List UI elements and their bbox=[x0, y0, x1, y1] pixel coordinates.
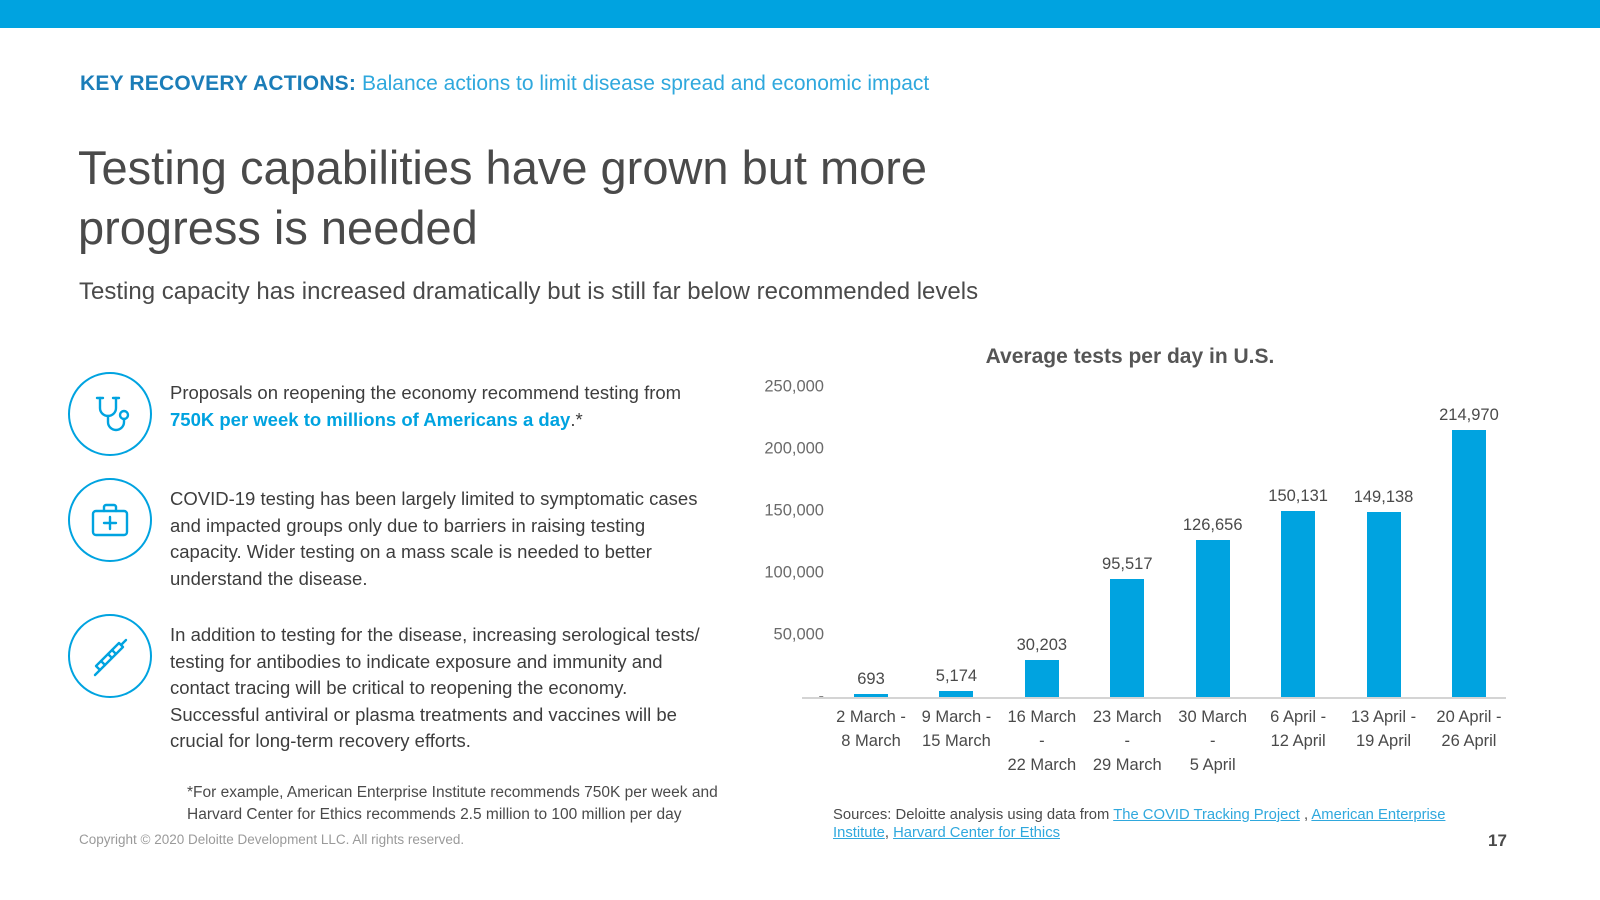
bullet-text-before: COVID-19 testing has been largely limited to symptomatic cases and impacted groups only due to barriers in raising testing capacity. Wider testing on a mass scale is needed to better understand the disease. bbox=[170, 488, 698, 589]
bar-value-label: 5,174 bbox=[935, 666, 978, 685]
bar bbox=[1025, 660, 1059, 697]
y-axis-tick: 250,000 bbox=[764, 377, 824, 396]
eyebrow-bold: KEY RECOVERY ACTIONS: bbox=[80, 72, 357, 95]
bar-value-label: 693 bbox=[857, 670, 885, 688]
x-axis-tick-label: 16 March - 22 March bbox=[1007, 708, 1077, 774]
x-axis-tick-label: 9 March - 15 March bbox=[921, 708, 992, 750]
stethoscope-icon bbox=[68, 372, 152, 456]
list-item bbox=[68, 478, 768, 592]
y-axis bbox=[750, 377, 830, 697]
bar-column bbox=[1261, 387, 1335, 697]
page-number: 17 bbox=[1488, 831, 1507, 850]
page-title: Testing capabilities have grown but more progress is needed bbox=[78, 141, 928, 254]
eyebrow-light: Balance actions to limit disease spread and economic impact bbox=[361, 72, 930, 95]
bar-value-label: 214,970 bbox=[1439, 406, 1499, 425]
bar-column bbox=[834, 387, 908, 697]
source-link-harvard-center-for-ethics[interactable]: Harvard Center for Ethics bbox=[893, 825, 1060, 841]
bar bbox=[1110, 579, 1144, 697]
chart-title: Average tests per day in U.S. bbox=[985, 345, 1275, 368]
bar bbox=[1367, 512, 1401, 697]
x-axis-tick-label: 23 March - 29 March bbox=[1092, 708, 1162, 774]
top-accent-bar bbox=[0, 0, 1600, 28]
list-item bbox=[68, 614, 768, 755]
bar-column bbox=[1090, 387, 1164, 697]
page-subtitle: Testing capacity has increased dramatically but is still far below recommended levels bbox=[79, 278, 979, 305]
bullet-highlight: 750K per week to millions of Americans a day bbox=[170, 408, 571, 430]
bullet-text bbox=[170, 372, 715, 433]
x-axis-line bbox=[802, 697, 1506, 699]
source-link-american-enterprise-institute[interactable]: American Enterprise Institute bbox=[833, 807, 1446, 841]
bullet-text-before: In addition to testing for the disease, increasing serological tests/ testing for antibodies to indicate exposure and immunity and contact tracing will be critical to reopening the economy. Successful antiviral or plasma treatments and vaccines will be crucial for long-term recovery efforts. bbox=[170, 624, 700, 751]
bar bbox=[1196, 540, 1230, 697]
bar-column bbox=[1005, 387, 1079, 697]
bar-series bbox=[834, 387, 1506, 697]
list-item bbox=[68, 372, 768, 456]
bar-value-label: 150,131 bbox=[1268, 486, 1328, 505]
sources-sep-1: , bbox=[1299, 807, 1312, 823]
bar bbox=[939, 691, 973, 697]
medical-kit-icon bbox=[68, 478, 152, 562]
chart bbox=[750, 345, 1550, 785]
x-axis-tick-label: 2 March - 8 March bbox=[836, 708, 906, 750]
bar-value-label: 149,138 bbox=[1353, 488, 1414, 507]
y-axis-tick: 150,000 bbox=[764, 501, 824, 520]
source-link-covid-tracking-project[interactable]: The COVID Tracking Project bbox=[1113, 807, 1300, 823]
bar-value-label: 126,656 bbox=[1182, 515, 1243, 534]
y-axis-tick: 200,000 bbox=[764, 439, 824, 458]
bar-value-label: 30,203 bbox=[1016, 635, 1068, 654]
bullet-text bbox=[170, 478, 715, 592]
x-axis-tick-label: 13 April - 19 April bbox=[1350, 708, 1417, 750]
x-axis-tick-label: 6 April - 12 April bbox=[1270, 708, 1327, 750]
sources bbox=[833, 806, 1473, 842]
bar-column bbox=[1432, 387, 1506, 697]
bar-value-label: 95,517 bbox=[1102, 554, 1153, 573]
bullet-text bbox=[170, 614, 715, 755]
bar-column bbox=[919, 387, 993, 697]
bar bbox=[1281, 511, 1315, 697]
eyebrow bbox=[80, 70, 929, 98]
copyright: Copyright © 2020 Deloitte Development LLC. All rights reserved. bbox=[79, 832, 465, 847]
sources-sep-2: , bbox=[884, 825, 894, 841]
bar-column bbox=[1176, 387, 1250, 697]
syringe-icon bbox=[68, 614, 152, 698]
bullet-text-after: .* bbox=[570, 408, 583, 430]
y-axis-tick: 50,000 bbox=[773, 625, 824, 644]
x-axis-tick-label: 30 March - 5 April bbox=[1178, 708, 1248, 774]
footnote: *For example, American Enterprise Institute recommends 750K per week and Harvard Center for Ethics recommends 2.5 million to 100 million per day bbox=[187, 784, 718, 823]
y-axis-tick: 100,000 bbox=[764, 563, 824, 582]
bullet-list bbox=[68, 372, 768, 777]
bullet-text-before: Proposals on reopening the economy recommend testing from bbox=[170, 382, 682, 403]
bar bbox=[854, 694, 888, 697]
x-axis-tick-label: 20 April - 26 April bbox=[1436, 708, 1502, 750]
bar bbox=[1452, 430, 1486, 697]
bar-column bbox=[1347, 387, 1421, 697]
sources-prefix: Sources: Deloitte analysis using data from bbox=[833, 807, 1114, 823]
x-axis-labels bbox=[834, 705, 1506, 777]
